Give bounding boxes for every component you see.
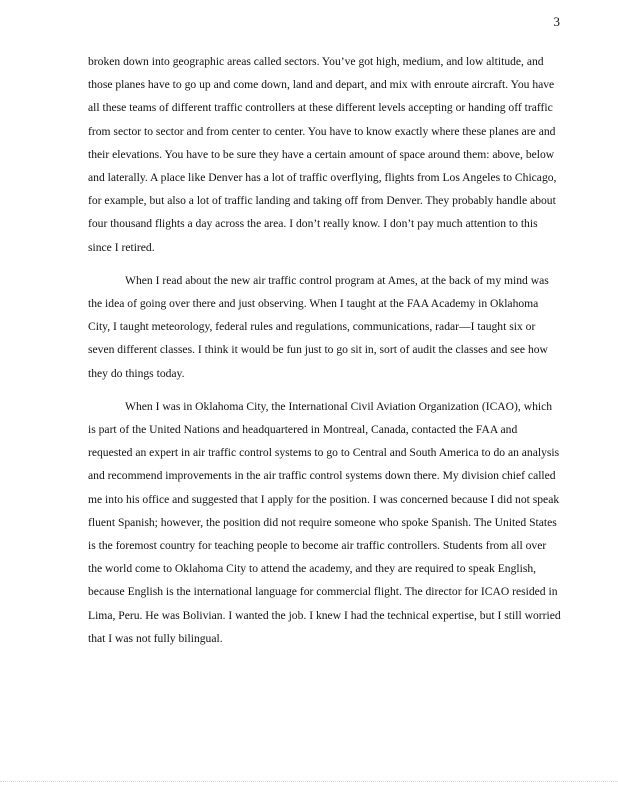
text-line: broken down into geographic areas called sectors. You’ve got high, medium, and low altitude, and — [88, 55, 544, 68]
text-line: Lima, Peru. He was Bolivian. I wanted the job. I knew I had the technical expertise, but I still worried — [88, 608, 561, 622]
text-line: those planes have to go up and come down, land and depart, and mix with enroute aircraft. You have — [88, 78, 555, 92]
text-line: and recommend improvements in the air traffic control systems down there. My division chief called — [88, 469, 556, 483]
page-number: 3 — [553, 14, 560, 29]
text-line: four thousand flights a day across the area. I don’t really know. I don’t pay much attention to this — [88, 217, 538, 231]
text-line: because English is the international language for commercial flight. The director for ICAO resided in — [88, 585, 558, 599]
text-line: When I was in Oklahoma City, the International Civil Aviation Organization (ICAO), which — [125, 399, 553, 413]
text-line: me into his office and suggested that I apply for the position. I was concerned because I did not speak — [88, 492, 560, 506]
text-line: City, I taught meteorology, federal rules and regulations, communications, radar—I taught six or — [88, 320, 536, 334]
footer-divider — [0, 781, 618, 782]
text-line: seven different classes. I think it would be fun just to go sit in, sort of audit the classes and see how — [88, 343, 548, 357]
text-line: their elevations. You have to be sure they have a certain amount of space around them: above, below — [88, 147, 555, 161]
text-line: When I read about the new air traffic control program at Ames, at the back of my mind was — [125, 273, 549, 287]
paragraph-2 — [88, 269, 549, 385]
text-line: they do things today. — [88, 366, 185, 380]
text-line: is part of the United Nations and headquartered in Montreal, Canada, contacted the FAA and — [88, 423, 518, 437]
text-line: and laterally. A place like Denver has a lot of traffic overflying, flights from Los Angeles to Chicago, — [88, 171, 557, 185]
paragraph-1 — [88, 50, 557, 259]
text-line: all these teams of different traffic controllers at these different levels accepting or handing off traffic — [88, 101, 553, 115]
text-line: for example, but also a lot of traffic landing and taking off from Denver. They probably handle about — [88, 194, 556, 208]
text-line: from sector to sector and from center to center. You have to know exactly where these planes are and — [88, 124, 556, 138]
text-line: fluent Spanish; however, the position did not require someone who spoke Spanish. The United States — [88, 515, 557, 529]
text-line: the world come to Oklahoma City to attend the academy, and they are required to speak English, — [88, 562, 537, 576]
text-line: is the foremost country for teaching people to become air traffic controllers. Students from all over — [88, 539, 547, 553]
document-body — [88, 50, 561, 660]
text-line: the idea of going over there and just observing. When I taught at the FAA Academy in Oklahoma — [88, 297, 539, 311]
paragraph-3 — [88, 395, 561, 650]
text-line: since I retired. — [88, 240, 155, 254]
text-line: that I was not fully bilingual. — [88, 631, 223, 645]
text-line: requested an expert in air traffic control systems to go to Central and South America to do an analysis — [88, 446, 560, 460]
